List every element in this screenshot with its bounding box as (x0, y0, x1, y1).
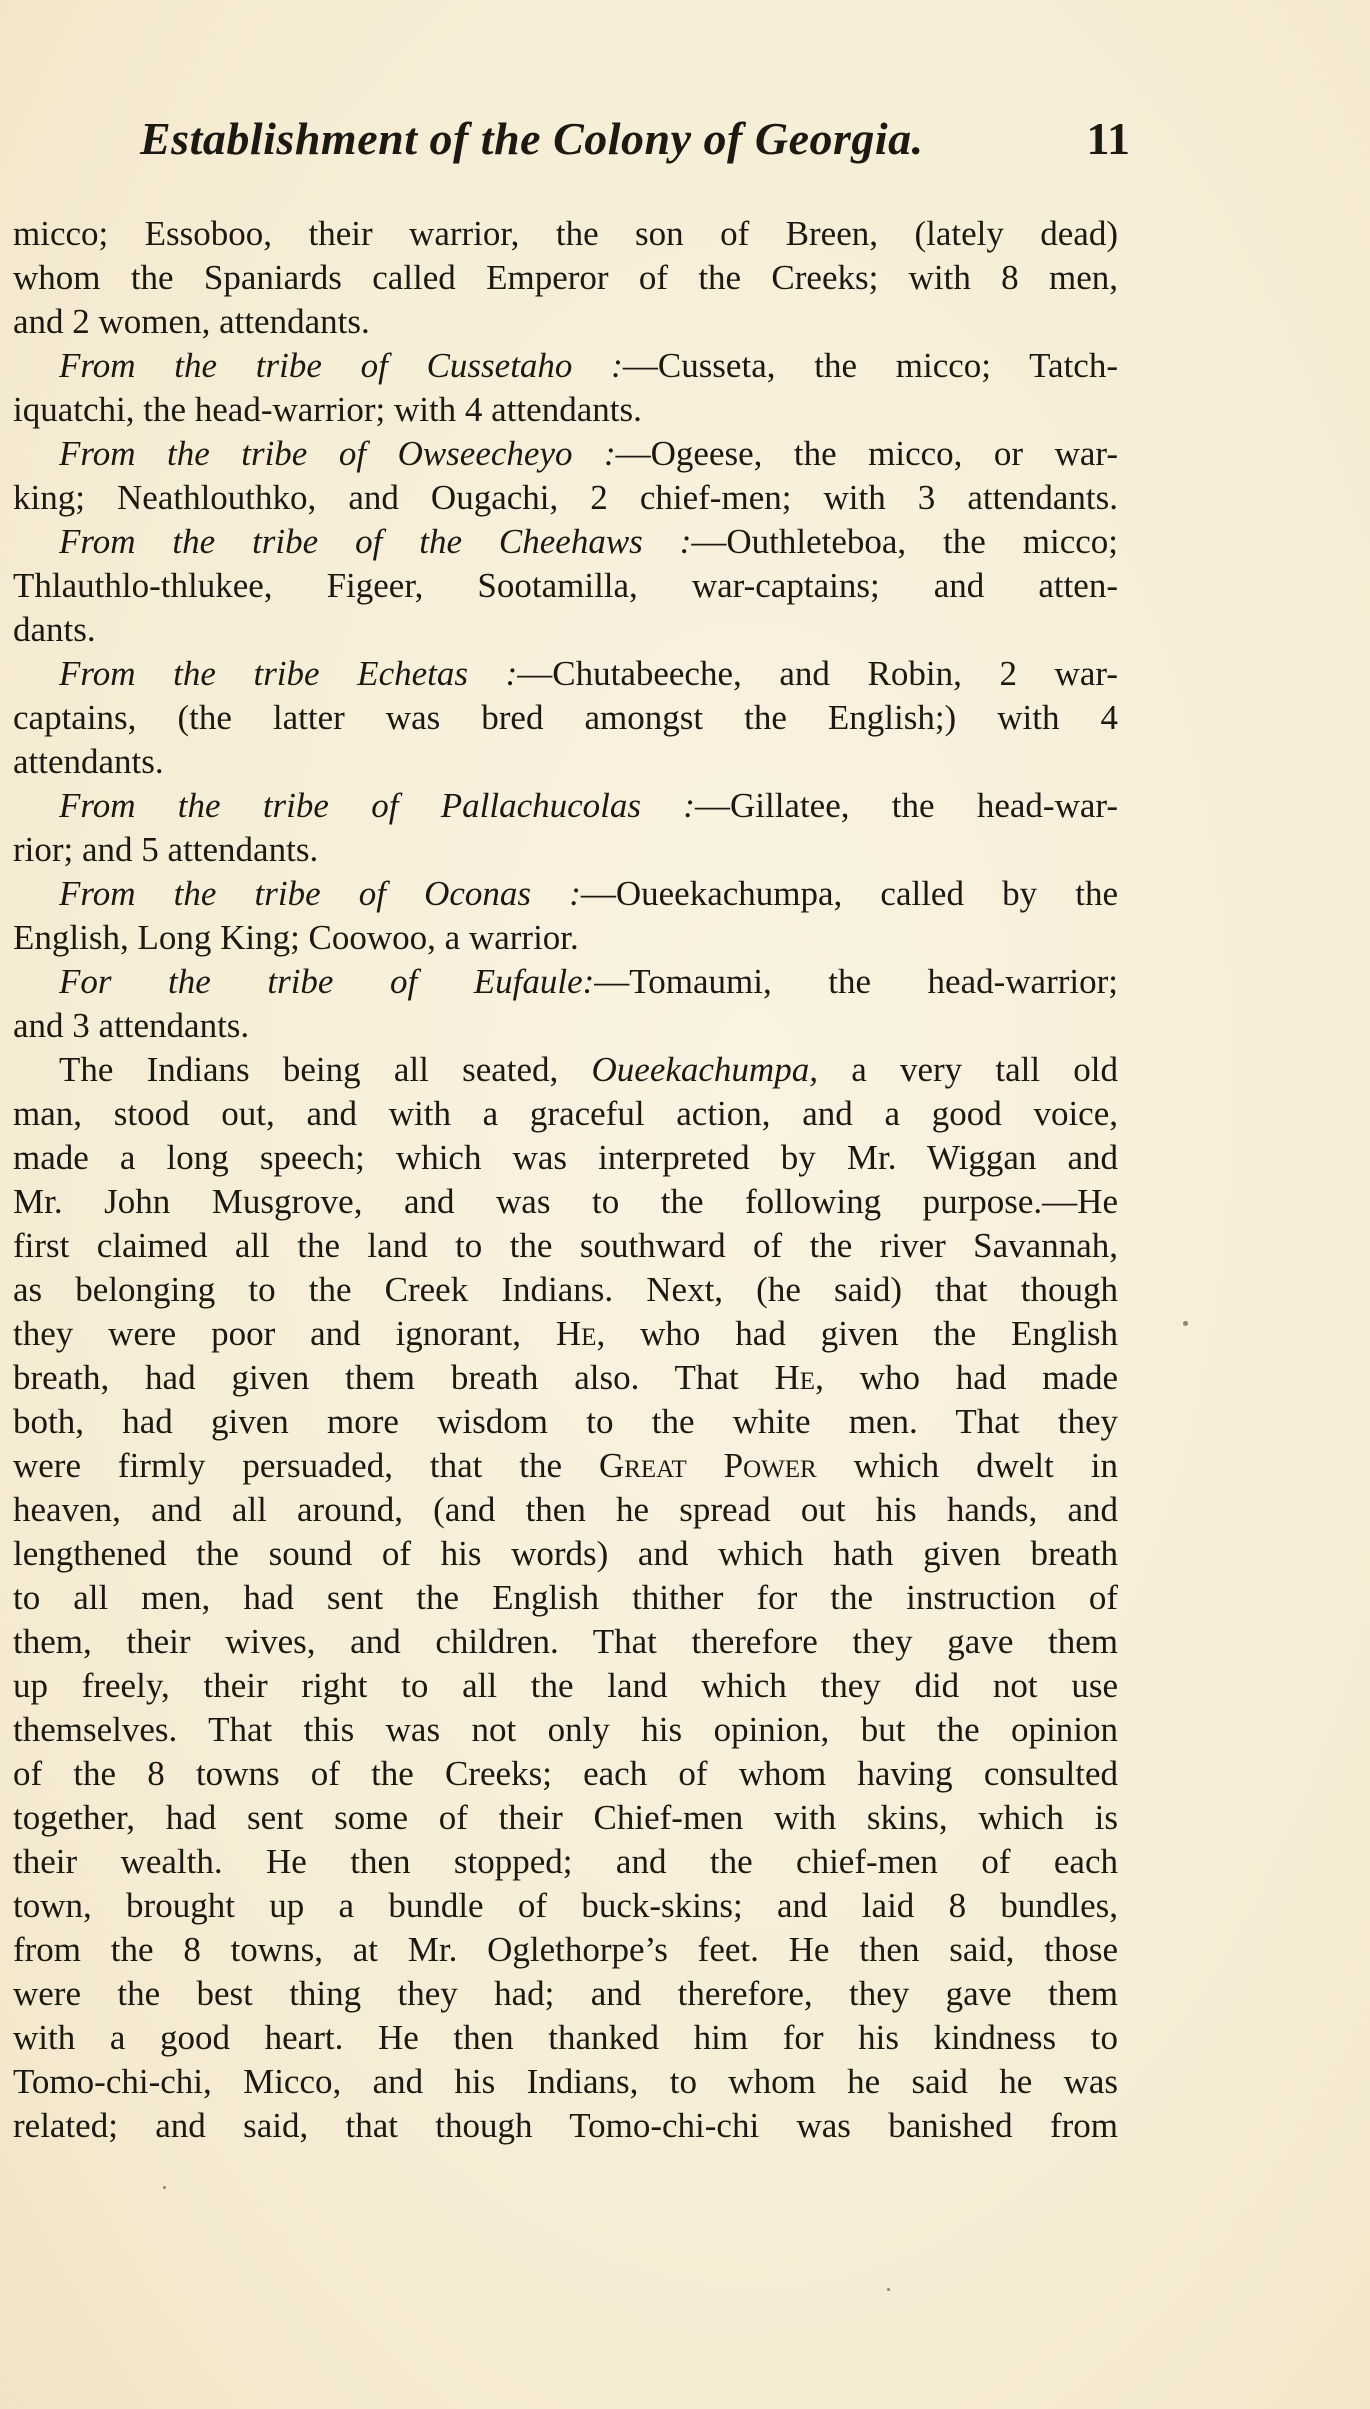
text-line (13, 212, 1118, 256)
line-text: micco; Essoboo, their warrior, the son of Breen, (lately dead) (13, 214, 1118, 253)
text-line (13, 1268, 1118, 1312)
text-line (13, 740, 1118, 784)
ink-speck (163, 2186, 166, 2189)
text-line (13, 1400, 1118, 1444)
italic-text: From the tribe of Cussetaho : (59, 346, 623, 385)
text-line (13, 1356, 1118, 1400)
text-line (13, 1796, 1118, 1840)
line-text: —Ogeese, the micco, or war- (615, 434, 1118, 473)
line-text: both, had given more wisdom to the white men. That they (13, 1402, 1118, 1441)
line-text: and 2 women, attendants. (13, 302, 370, 341)
text-line (13, 1576, 1118, 1620)
line-text: —Gillatee, the head-war- (694, 786, 1118, 825)
text-line (13, 608, 1118, 652)
text-line (13, 1092, 1118, 1136)
text-line (13, 916, 1118, 960)
line-text: iquatchi, the head-warrior; with 4 attendants. (13, 390, 642, 429)
text-line (13, 432, 1118, 476)
line-text: who had made (823, 1358, 1118, 1397)
text-line (13, 1180, 1118, 1224)
line-text: lengthened the sound of his words) and which hath given breath (13, 1534, 1118, 1573)
ink-speck (887, 2288, 890, 2291)
line-text: as belonging to the Creek Indians. Next, (he said) that though (13, 1270, 1118, 1309)
line-text: related; and said, that though Tomo-chi-chi was banished from (13, 2106, 1118, 2145)
line-text: rior; and 5 attendants. (13, 830, 319, 869)
text-line (13, 1048, 1118, 1092)
text-line (13, 652, 1118, 696)
text-line (13, 1004, 1118, 1048)
text-line (13, 1840, 1118, 1884)
italic-text: For the tribe of Eufaule: (59, 962, 595, 1001)
line-text: were the best thing they had; and therefore, they gave them (13, 1974, 1118, 2013)
line-text: from the 8 towns, at Mr. Oglethorpe’s feet. He then said, those (13, 1930, 1118, 1969)
line-text: breath, had given them breath also. That (13, 1358, 775, 1397)
line-text: attendants. (13, 742, 164, 781)
text-line (13, 1444, 1118, 1488)
line-text: —Outhleteboa, the micco; (691, 522, 1118, 561)
line-text: with a good heart. He then thanked him for his kindness to (13, 2018, 1118, 2057)
line-text: —Oueekachumpa, called by the (580, 874, 1118, 913)
small-caps-text: Great Power (598, 1446, 817, 1485)
line-text: whom the Spaniards called Emperor of the Creeks; with 8 men, (13, 258, 1118, 297)
line-text: captains, (the latter was bred amongst the English;) with 4 (13, 698, 1118, 737)
text-line (13, 1620, 1118, 1664)
text-line (13, 828, 1118, 872)
line-text: them, their wives, and children. That therefore they gave them (13, 1622, 1118, 1661)
line-text: dants. (13, 610, 96, 649)
line-text: town, brought up a bundle of buck-skins; and laid 8 bundles, (13, 1886, 1118, 1925)
italic-text: From the tribe Echetas : (59, 654, 518, 693)
page-number: 11 (1086, 113, 1130, 164)
text-line (13, 1708, 1118, 1752)
line-text: their wealth. He then stopped; and the chief-men of each (13, 1842, 1118, 1881)
text-line (13, 1884, 1118, 1928)
line-text: —Cusseta, the micco; Tatch- (622, 346, 1118, 385)
text-line (13, 1664, 1118, 1708)
italic-text: From the tribe of Pallachucolas : (59, 786, 695, 825)
text-line (13, 1928, 1118, 1972)
text-line (13, 2104, 1118, 2148)
text-line (13, 388, 1118, 432)
line-text: heaven, and all around, (and then he spread out his hands, and (13, 1490, 1118, 1529)
text-line (13, 256, 1118, 300)
text-line (13, 1312, 1118, 1356)
line-text: which dwelt in (816, 1446, 1118, 1485)
line-text: a very tall old (817, 1050, 1119, 1089)
text-line (13, 300, 1118, 344)
text-line (13, 564, 1118, 608)
line-text: they were poor and ignorant, (13, 1314, 556, 1353)
italic-text: From the tribe of Oconas : (59, 874, 581, 913)
line-text: Tomo-chi-chi, Micco, and his Indians, to whom he said he was (13, 2062, 1118, 2101)
italic-text: From the tribe of the Cheehaws : (59, 522, 692, 561)
line-text: together, had sent some of their Chief-men with skins, which is (13, 1798, 1118, 1837)
line-text: —Chutabeeche, and Robin, 2 war- (517, 654, 1118, 693)
line-text: were firmly persuaded, that the (13, 1446, 599, 1485)
text-line (13, 344, 1118, 388)
line-text: to all men, had sent the English thither for the instruction of (13, 1578, 1118, 1617)
line-text: man, stood out, and with a graceful action, and a good voice, (13, 1094, 1118, 1133)
line-text: first claimed all the land to the southward of the river Savannah, (13, 1226, 1118, 1265)
text-line (13, 2016, 1118, 2060)
text-line (13, 1224, 1118, 1268)
italic-text: Oueekachumpa, (591, 1050, 818, 1089)
line-text: and 3 attendants. (13, 1006, 250, 1045)
small-caps-text: He, (774, 1358, 824, 1397)
line-text: king; Neathlouthko, and Ougachi, 2 chief-men; with 3 attendants. (13, 478, 1118, 517)
small-caps-text: He, (555, 1314, 606, 1353)
text-line (13, 696, 1118, 740)
text-line (13, 784, 1118, 828)
ink-speck (1183, 1321, 1188, 1326)
line-text: —Tomaumi, the head-warrior; (594, 962, 1118, 1001)
line-text: up freely, their right to all the land which they did not use (13, 1666, 1118, 1705)
line-text: Mr. John Musgrove, and was to the following purpose.—He (13, 1182, 1118, 1221)
line-text: made a long speech; which was interpreted by Mr. Wiggan and (13, 1138, 1118, 1177)
text-line (13, 520, 1118, 564)
line-text: Thlauthlo-thlukee, Figeer, Sootamilla, war-captains; and atten- (13, 566, 1118, 605)
text-line (13, 1532, 1118, 1576)
line-text: who had given the English (605, 1314, 1119, 1353)
text-line (13, 476, 1118, 520)
line-text: English, Long King; Coowoo, a warrior. (13, 918, 579, 957)
text-line (13, 1972, 1118, 2016)
text-line (13, 960, 1118, 1004)
line-text: themselves. That this was not only his opinion, but the opinion (13, 1710, 1118, 1749)
text-line (13, 1136, 1118, 1180)
line-text: of the 8 towns of the Creeks; each of whom having consulted (13, 1754, 1118, 1793)
body-text (13, 212, 1118, 2148)
text-line (13, 2060, 1118, 2104)
running-title: Establishment of the Colony of Georgia. (140, 113, 924, 164)
text-line (13, 872, 1118, 916)
text-line (13, 1488, 1118, 1532)
text-line (13, 1752, 1118, 1796)
line-text: The Indians being all seated, (59, 1050, 592, 1089)
running-head (140, 112, 1130, 172)
italic-text: From the tribe of Owseecheyo : (59, 434, 616, 473)
